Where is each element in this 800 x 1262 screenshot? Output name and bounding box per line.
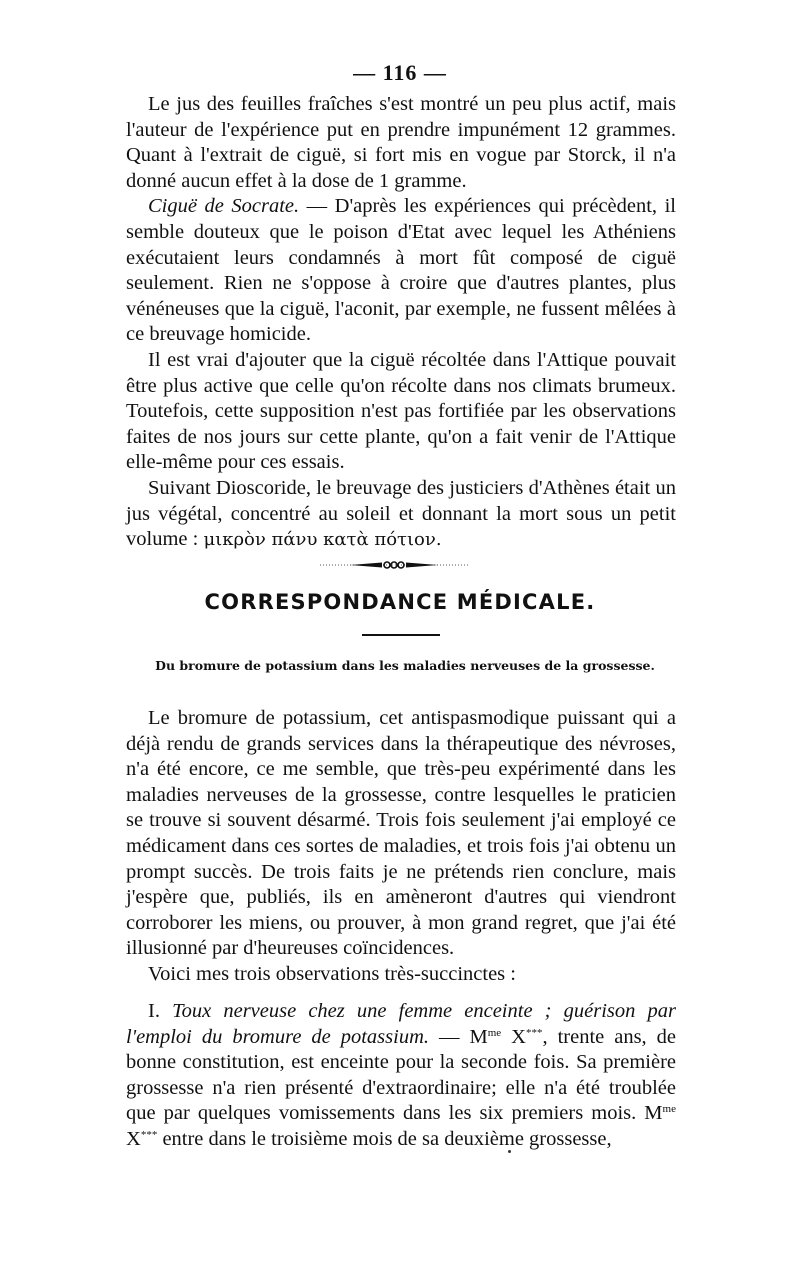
- paragraph: Voici mes trois observations très-succinctes :: [148, 962, 516, 985]
- paragraph-lead: Ciguë de Socrate.: [148, 195, 300, 218]
- paragraph: Suivant Dioscoride, le breuvage des justiciers d'Athènes était un jus végétal, concentré au soleil et donnant la mort sous un petit volume : μικρὸν πάνυ κατὰ πότιον.: [126, 476, 676, 551]
- greek-quote: μικρὸν πάνυ κατὰ πότιον.: [203, 529, 442, 551]
- section-title: CORRESPONDANCE MÉDICALE.: [204, 590, 596, 614]
- paragraph: Ciguë de Socrate. — D'après les expériences qui précèdent, il semble douteux que le poison d'Etat avec lequel les Athéniens exécutaient leurs condamnés à mort fût composé de ciguë seulement. Rien ne s'oppose à croire que d'autres plantes, plus vénéneuses que la ciguë, l'aconit, par exemple, ne fussent mêlées à ce breuvage homicide.: [126, 195, 676, 346]
- print-speck: [508, 1150, 511, 1153]
- paragraph: I. Toux nerveuse chez une femme enceinte ; guérison par l'emploi du bromure de potassium. — $M^{me}$ X***, trente ans, de bonne constitution, est enceinte pour la seconde fois. Sa première grossesse n'a rien présenté d'extraordinaire; elle n'a été troublée que par quelques vomissements dans les six premiers mois. $M^{me}$ X*** entre dans le troisième mois de sa deuxième grossesse,: [126, 1000, 677, 1150]
- page-number: — 116 —: [353, 60, 447, 85]
- observation-title: Toux nerveuse chez une femme enceinte ; guérison par l'emploi du bromure de potassium.: [126, 1000, 677, 1048]
- text-block-observation-1: [126, 999, 676, 1153]
- paragraph: Le bromure de potassium, cet antispasmodique puissant qui a déjà rendu de grands services dans la thérapeutique des névroses, n'a été encore, ce me semble, que très-peu expérimenté dans les maladies nerveuses de la grossesse, contre lesquelles le praticien se trouve si souvent désarmé. Trois fois seulement j'ai employé ce médicament dans ces sortes de maladies, et trois fois j'ai obtenu un prompt succès. De trois faits je ne prétends rien conclure, mais j'espère que, publiés, ils en amèneront d'autres qui viendront corroborer les miens, ou prouver, à mon grand regret, que j'ai été illusionné par d'heureuses coïncidences.: [126, 707, 676, 960]
- paragraph: Le jus des feuilles fraîches s'est montré un peu plus actif, mais l'auteur de l'expérience put en prendre impunément 12 grammes. Quant à l'extrait de ciguë, si fort mis en vogue par Storck, il n'a donné aucun effet à la dose de 1 gramme.: [126, 93, 676, 192]
- title-rule: [362, 634, 440, 636]
- article-subtitle: Du bromure de potassium dans les maladies nerveuses de la grossesse.: [155, 658, 655, 673]
- observation-number: I.: [148, 1000, 160, 1022]
- ornament-divider: [320, 560, 468, 570]
- text-block-hemlock: [126, 92, 676, 553]
- text-block-bromide: [126, 706, 676, 988]
- paragraph: Il est vrai d'ajouter que la ciguë récoltée dans l'Attique pouvait être plus active que celle qu'on récolte dans nos climats brumeux. Toutefois, cette supposition n'est pas fortifiée par les observations faites de nos jours sur cette plante, qu'on a fait venir de l'Attique elle-même pour ces essais.: [126, 348, 676, 474]
